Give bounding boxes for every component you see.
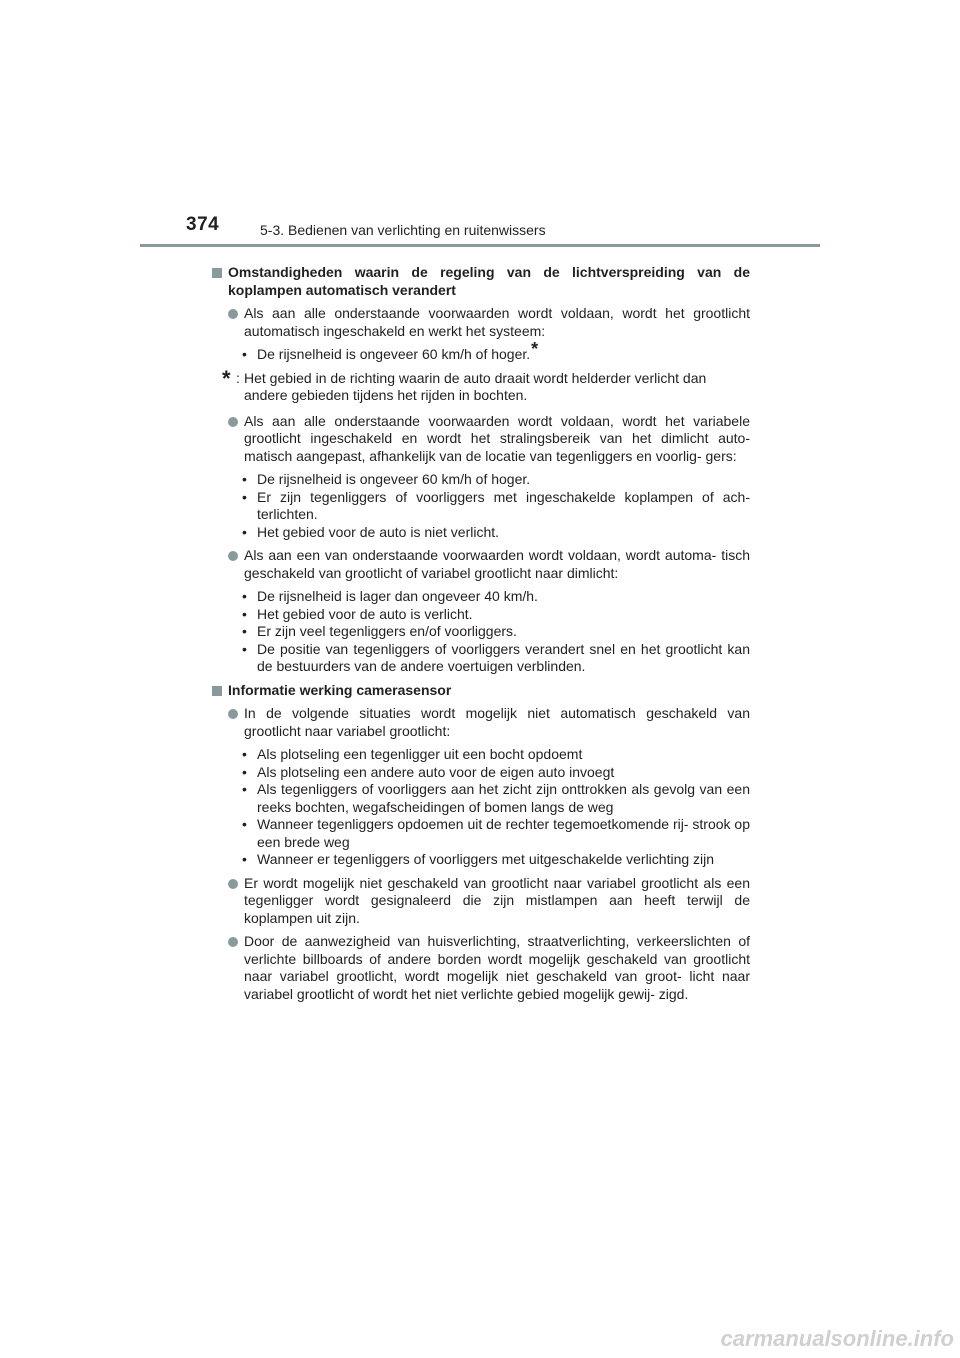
bullet-item xyxy=(210,705,750,740)
section-heading-text: Informatie werking camerasensor xyxy=(228,681,452,698)
sub-item-text: De positie van tegenliggers of voorliggers verandert snel en het grootlicht kan de bestuurders van de andere voertuigen verblinden. xyxy=(257,640,750,674)
circle-bullet-icon xyxy=(228,879,238,889)
sub-item xyxy=(238,851,750,869)
sub-item-text: Het gebied voor de auto is niet verlicht. xyxy=(257,523,500,540)
circle-bullet-icon xyxy=(228,709,238,719)
header-divider xyxy=(140,244,820,247)
sub-item-text: Als plotseling een tegenligger uit een bocht opdoemt xyxy=(257,746,583,762)
sub-bullet-icon: • xyxy=(242,605,247,622)
sub-item-text-wrap xyxy=(257,746,750,764)
sub-list xyxy=(210,588,750,676)
sub-item-text: Er zijn tegenliggers of voorliggers met ingeschakelde koplampen of ach- terlichten. xyxy=(257,488,750,522)
sub-bullet-icon: • xyxy=(242,588,247,604)
sub-item-text: Wanneer er tegenliggers of voorliggers met uitgeschakelde verlichting zijn xyxy=(257,851,715,867)
watermark: carmanualsonline.info xyxy=(720,1326,954,1351)
bullet-text: Als aan alle onderstaande voorwaarden wordt voldaan, wordt het variabele grootlicht ingeschakeld en wordt het stralingsbereik van het dimlicht auto- matisch aangepast, afhankelijk van de locatie van tegenliggers en voorlig- gers: xyxy=(244,412,750,464)
sub-item xyxy=(238,588,750,606)
sub-item xyxy=(238,524,750,542)
sub-bullet-icon: • xyxy=(242,781,247,797)
bullet-text: Door de aanwezigheid van huisverlichting, straatverlichting, verkeerslichten of verlichte billboards of andere borden wordt mogelijk geschakeld van grootlicht naar variabel grootlicht, wordt mogelijk niet geschakeld van groot- licht naar variabel grootlicht of wordt het niet verlichte gebied mogelijk gewij- zigd. xyxy=(244,933,750,1002)
sub-item-text: Als plotseling een andere auto voor de eigen auto invoegt xyxy=(257,763,615,780)
bullet-text: Als aan een van onderstaande voorwaarden wordt voldaan, wordt automa- tisch geschakeld van grootlicht of variabel grootlicht naar dimlicht: xyxy=(244,547,750,581)
sub-item-text-wrap xyxy=(257,816,750,851)
sub-item-text-wrap xyxy=(257,641,750,676)
footnote-colon: : xyxy=(236,369,240,386)
section xyxy=(210,682,750,1004)
circle-bullet-icon xyxy=(228,937,238,947)
bullet-item xyxy=(210,413,750,466)
section xyxy=(210,264,750,676)
sub-item-text-wrap xyxy=(257,588,750,606)
page-content xyxy=(210,264,750,1009)
footnote-text: Het gebied in de richting waarin de auto draait wordt helderder verlicht dan andere gebieden tijdens het rijden in bochten. xyxy=(244,369,707,403)
bullet-item xyxy=(210,933,750,1003)
square-bullet-icon xyxy=(212,686,222,696)
footnote xyxy=(210,365,750,405)
sub-item-text: De rijsnelheid is ongeveer 60 km/h of hoger. xyxy=(257,471,531,487)
sub-item xyxy=(238,764,750,782)
sub-item-text-wrap xyxy=(257,471,750,489)
sub-bullet-icon: • xyxy=(242,816,247,832)
sub-item-text-wrap xyxy=(257,764,750,782)
sub-item-text: Wanneer tegenliggers opdoemen uit de rechter tegemoetkomende rij- strook op een brede weg xyxy=(257,816,750,850)
sub-bullet-icon: • xyxy=(242,623,247,639)
bullet-text: Er wordt mogelijk niet geschakeld van grootlicht naar variabel grootlicht als een tegenligger wordt gesignaleerd die zijn mistlampen aan heeft terwijl de koplampen uit zijn. xyxy=(244,874,750,926)
sub-item xyxy=(238,489,750,524)
sub-item xyxy=(238,746,750,764)
sub-item xyxy=(238,816,750,851)
sub-item-text: Als tegenliggers of voorliggers aan het zicht zijn onttrokken als gevolg van een reeks bochten, wegafscheidingen of bomen langs de weg xyxy=(257,781,750,815)
sub-bullet-icon: • xyxy=(242,471,247,487)
sub-item xyxy=(238,623,750,641)
sub-item-text-wrap xyxy=(257,339,750,364)
footnote-marker: * xyxy=(531,339,539,359)
circle-bullet-icon xyxy=(228,309,238,319)
sub-item-text-wrap xyxy=(257,489,750,524)
sub-item xyxy=(238,471,750,489)
sub-bullet-icon: • xyxy=(242,851,247,867)
page-number: 374 xyxy=(186,214,220,235)
sub-item-text-wrap xyxy=(257,623,750,641)
sub-item xyxy=(238,781,750,816)
sub-bullet-icon: • xyxy=(242,488,247,505)
sub-item xyxy=(238,339,750,364)
square-bullet-icon xyxy=(212,268,222,278)
sub-item-text: De rijsnelheid is ongeveer 60 km/h of hoger. xyxy=(257,346,531,362)
sub-bullet-icon: • xyxy=(242,763,247,780)
footnote-asterisk: * xyxy=(222,365,231,391)
sub-item-text-wrap xyxy=(257,851,750,869)
bullet-item xyxy=(210,875,750,928)
section-heading-text: Omstandigheden waarin de regeling van de lichtverspreiding van de koplampen automatisch verandert xyxy=(228,264,750,298)
sub-item-text-wrap xyxy=(257,606,750,624)
bullet-item xyxy=(210,305,750,340)
bullet-text: Als aan alle onderstaande voorwaarden wordt voldaan, wordt het grootlicht automatisch ingeschakeld en werkt het systeem: xyxy=(244,305,750,339)
sub-list xyxy=(210,339,750,364)
circle-bullet-icon xyxy=(228,551,238,561)
circle-bullet-icon xyxy=(228,417,238,427)
bullet-text: In de volgende situaties wordt mogelijk niet automatisch geschakeld van grootlicht naar variabel grootlicht: xyxy=(244,705,750,739)
sub-item xyxy=(238,641,750,676)
sub-list xyxy=(210,471,750,541)
sub-list xyxy=(210,746,750,869)
sub-item-text: Er zijn veel tegenliggers en/of voorliggers. xyxy=(257,623,517,639)
sub-item xyxy=(238,606,750,624)
sub-item-text: Het gebied voor de auto is verlicht. xyxy=(257,605,473,622)
chapter-title: 5-3. Bedienen van verlichting en ruitenwissers xyxy=(260,222,546,238)
bullet-item xyxy=(210,547,750,582)
section-heading xyxy=(210,264,750,299)
sub-bullet-icon: • xyxy=(242,640,247,657)
sub-item-text-wrap xyxy=(257,524,750,542)
sub-item-text-wrap xyxy=(257,781,750,816)
sub-bullet-icon: • xyxy=(242,523,247,540)
sub-bullet-icon: • xyxy=(242,346,247,362)
sub-bullet-icon: • xyxy=(242,746,247,762)
sub-item-text: De rijsnelheid is lager dan ongeveer 40 km/h. xyxy=(257,588,538,604)
section-heading xyxy=(210,682,750,700)
